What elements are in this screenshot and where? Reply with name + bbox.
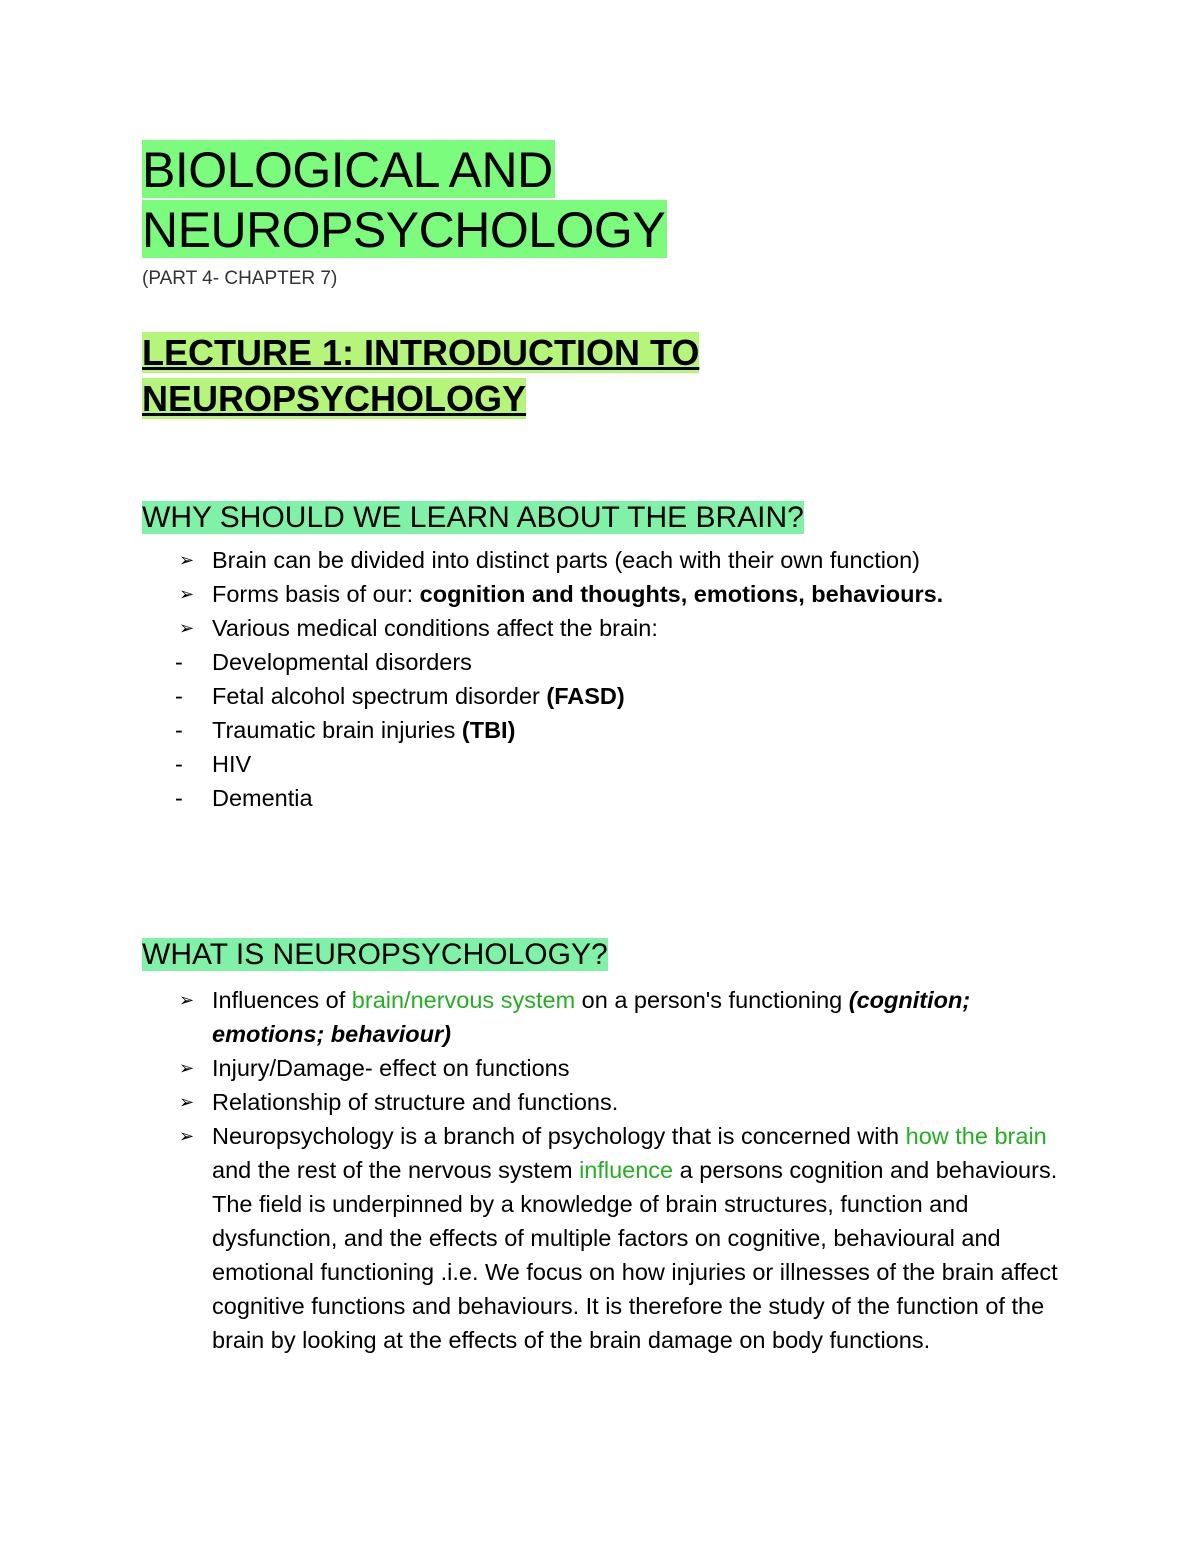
list-item-bold-text: (FASD) <box>546 683 625 709</box>
list-item-text: Injury/Damage- effect on functions <box>212 1055 570 1081</box>
arrow-bullet-icon: ➢ <box>179 1126 195 1146</box>
arrow-bullet-icon: ➢ <box>179 550 195 570</box>
list-item <box>142 1119 1072 1357</box>
section-heading-what-is-neuropsychology-text: WHAT IS NEUROPSYCHOLOGY? <box>142 938 608 971</box>
list-item <box>142 713 1072 747</box>
list-item-text: Fetal alcohol spectrum disorder <box>212 683 547 709</box>
lecture-title <box>142 330 862 422</box>
list-item <box>142 1085 1072 1119</box>
list-item-text: Relationship of structure and functions. <box>212 1089 619 1115</box>
document-subtitle: (PART 4- CHAPTER 7) <box>142 268 338 289</box>
list-item-text: Brain can be divided into distinct parts (each with their own function) <box>212 547 920 573</box>
arrow-bullet-icon: ➢ <box>179 990 195 1010</box>
list-item-text: a persons cognition and behaviours. The field is underpinned by a knowledge of brain structures, function and dysfunction, and the effects of multiple factors on cognitive, behavioural and emotional functioning .i.e. We focus on how injuries or illnesses of the brain affect cognitive functions and behaviours. It is therefore the study of the function of the brain by looking at the effects of the brain damage on body functions. <box>212 1157 1058 1353</box>
highlighted-term: brain/nervous system <box>351 987 576 1013</box>
list-item <box>142 781 1072 815</box>
list-item-text: Influences of <box>212 987 352 1013</box>
list-item-bold-text: cognition and thoughts, emotions, behaviours. <box>419 581 944 607</box>
why-brain-list <box>142 543 1072 815</box>
list-item <box>142 1051 1072 1085</box>
dash-bullet: - <box>175 649 183 675</box>
arrow-bullet-icon: ➢ <box>179 1092 195 1112</box>
arrow-bullet-icon: ➢ <box>179 584 195 604</box>
list-item <box>142 747 1072 781</box>
list-item <box>142 611 1072 645</box>
lecture-title-line-2: NEUROPSYCHOLOGY <box>142 378 527 419</box>
list-item-text: on a person's functioning <box>575 987 849 1013</box>
list-item-bold-italic-text: (cognition; emotions; behaviour) <box>212 987 971 1047</box>
list-item-text: Traumatic brain injuries <box>212 717 462 743</box>
list-item-text: Developmental disorders <box>212 649 472 675</box>
list-item <box>142 543 1072 577</box>
section-heading-why-brain <box>142 498 804 538</box>
list-item-text: Various medical conditions affect the brain: <box>212 615 658 641</box>
highlighted-term: how the brain <box>905 1123 1047 1149</box>
list-item-text: HIV <box>212 751 252 777</box>
title-line-1: BIOLOGICAL AND <box>142 142 553 198</box>
document-title <box>142 140 842 260</box>
list-item <box>142 983 1072 1051</box>
list-item-bold-text: (TBI) <box>461 717 516 743</box>
arrow-bullet-icon: ➢ <box>179 1058 195 1078</box>
list-item <box>142 645 1072 679</box>
arrow-bullet-icon: ➢ <box>179 618 195 638</box>
list-item <box>142 577 1072 611</box>
what-is-neuropsychology-list <box>142 983 1072 1357</box>
dash-bullet: - <box>175 751 183 777</box>
highlighted-term: influence <box>579 1157 674 1183</box>
dash-bullet: - <box>175 717 183 743</box>
section-heading-why-brain-text: WHY SHOULD WE LEARN ABOUT THE BRAIN? <box>142 501 804 534</box>
list-item-text: Neuropsychology is a branch of psychology that is concerned with <box>212 1123 906 1149</box>
section-heading-what-is-neuropsychology <box>142 935 608 975</box>
list-item <box>142 679 1072 713</box>
list-item-text: and the rest of the nervous system <box>212 1157 580 1183</box>
lecture-title-line-1: LECTURE 1: INTRODUCTION TO <box>142 332 700 373</box>
list-item-text: Dementia <box>212 785 313 811</box>
list-item-text: Forms basis of our: <box>212 581 420 607</box>
title-line-2: NEUROPSYCHOLOGY <box>142 202 666 258</box>
dash-bullet: - <box>175 785 183 811</box>
dash-bullet: - <box>175 683 183 709</box>
